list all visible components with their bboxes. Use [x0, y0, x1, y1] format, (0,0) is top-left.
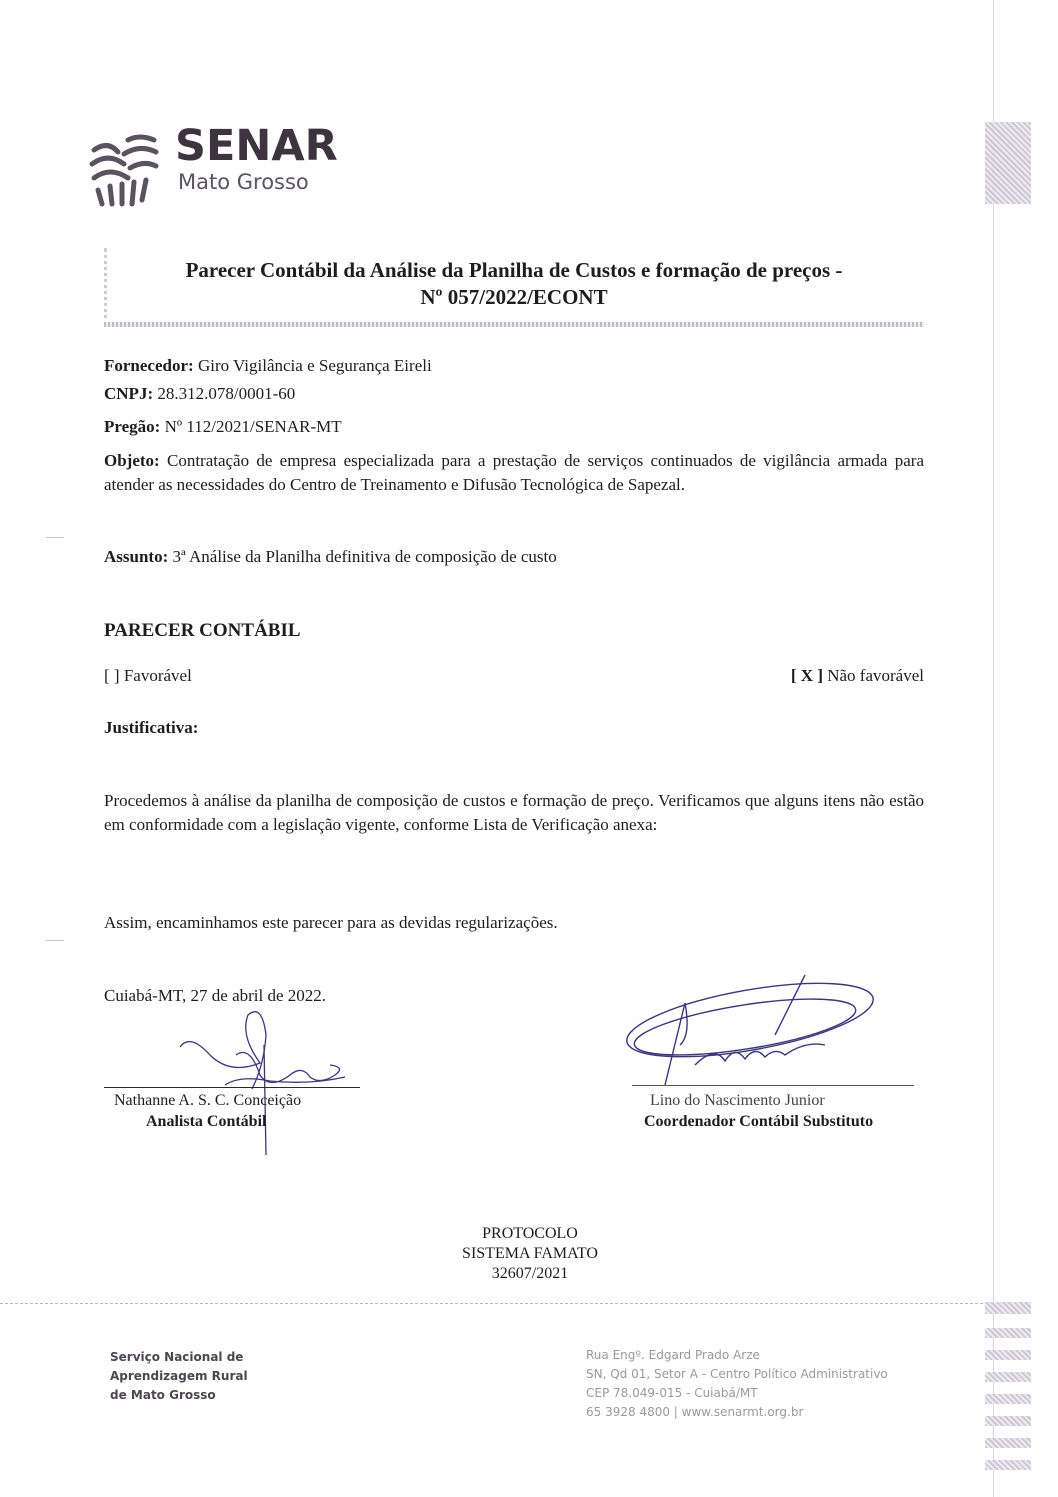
field-cnpj: [104, 384, 295, 404]
justificativa-label: Justificativa:: [104, 718, 199, 737]
footer-org-line: Aprendizagem Rural: [110, 1369, 248, 1383]
footer-contact-line: 65 3928 4800 | www.senarmt.org.br: [586, 1405, 804, 1419]
footer-org-line: de Mato Grosso: [110, 1388, 216, 1402]
fornecedor-value: Giro Vigilância e Segurança Eireli: [193, 356, 432, 375]
option-nao-favoravel-mark: [ X ]: [790, 666, 823, 685]
scan-artifact: [985, 1302, 1031, 1314]
option-favoravel: [ ] Favorável: [104, 666, 192, 685]
scan-artifact: [985, 1372, 1031, 1382]
pregao-label: Pregão:: [104, 417, 161, 436]
footer-divider: [0, 1303, 985, 1304]
objeto-label: Objeto:: [104, 451, 160, 470]
justificativa-paragraph: Procedemos à análise da planilha de composição de custos e formação de preço. Verificamos que alguns itens não estão em conformidade com a legislação vigente, conforme Lista de Verificação anexa:: [104, 791, 924, 834]
cnpj-value: 28.312.078/0001-60: [153, 384, 296, 403]
cnpj-label: CNPJ:: [104, 384, 154, 403]
date-line: Cuiabá-MT, 27 de abril de 2022.: [104, 986, 327, 1005]
scan-artifact: [985, 1328, 1031, 1338]
margin-mark: [46, 940, 64, 941]
document-number: Nº 057/2022/ECONT: [420, 285, 608, 309]
fornecedor-label: Fornecedor:: [104, 356, 194, 375]
footer-address-line: Rua Engº. Edgard Prado Arze: [586, 1348, 760, 1362]
footer-address-line: CEP 78.049-015 - Cuiabá/MT: [586, 1386, 758, 1400]
signature-scribble-2: [625, 965, 885, 1090]
field-fornecedor: [104, 356, 432, 376]
assunto-value: 3ª Análise da Planilha definitiva de composição de custo: [168, 547, 557, 566]
signature-line-2: [632, 1085, 914, 1086]
scan-artifact: [985, 1394, 1031, 1404]
senar-logo-icon: [88, 120, 160, 208]
scan-edge-line: [993, 0, 994, 1497]
document-title: Parecer Contábil da Análise da Planilha de Custos e formação de preços -: [185, 258, 843, 282]
title-underline: [104, 322, 924, 327]
scan-artifact: [985, 1438, 1031, 1448]
scan-artifact: [985, 122, 1031, 204]
objeto-value: Contratação de empresa especializada para a prestação de serviços continuados de vigilância armada para atender as necessidades do Centro de Treinamento e Difusão Tecnológica de Sapezal.: [104, 451, 924, 494]
margin-mark: [46, 537, 64, 538]
protocol-system: SISTEMA FAMATO: [462, 1245, 598, 1262]
scan-artifact: [985, 1416, 1031, 1426]
logo-subtitle: Mato Grosso: [178, 170, 309, 194]
scan-artifact: [985, 1460, 1031, 1470]
signature-line-1: [104, 1087, 360, 1088]
footer-address-line: SN, Qd 01, Setor A - Centro Político Administrativo: [586, 1367, 888, 1381]
conclusion-paragraph: Assim, encaminhamos este parecer para as devidas regularizações.: [104, 913, 558, 932]
signatory-2-role: Coordenador Contábil Substituto: [644, 1113, 874, 1130]
assunto-label: Assunto:: [104, 547, 169, 566]
footer-organization: [110, 1348, 248, 1405]
signature-scribble-1: [170, 1005, 360, 1155]
pregao-value: Nº 112/2021/SENAR-MT: [160, 417, 342, 436]
protocol-block: [400, 1224, 660, 1284]
footer-address: [586, 1346, 888, 1422]
signatory-1-name: Nathanne A. S. C. Conceição: [114, 1092, 302, 1109]
signatory-2-name: Lino do Nascimento Junior: [650, 1092, 825, 1109]
parecer-heading: PARECER CONTÁBIL: [104, 620, 301, 641]
option-nao-favoravel-label: Não favorável: [822, 666, 924, 685]
option-nao-favoravel: [791, 666, 924, 686]
logo-wordmark: SENAR: [175, 121, 338, 171]
protocol-number: 32607/2021: [491, 1265, 569, 1282]
field-assunto: [104, 547, 557, 567]
field-pregao: [104, 417, 342, 437]
footer-org-line: Serviço Nacional de: [110, 1350, 244, 1364]
scan-artifact: [985, 1350, 1031, 1360]
field-objeto: [104, 449, 924, 497]
signatory-1-role: Analista Contábil: [146, 1113, 267, 1130]
protocol-label: PROTOCOLO: [482, 1225, 578, 1242]
